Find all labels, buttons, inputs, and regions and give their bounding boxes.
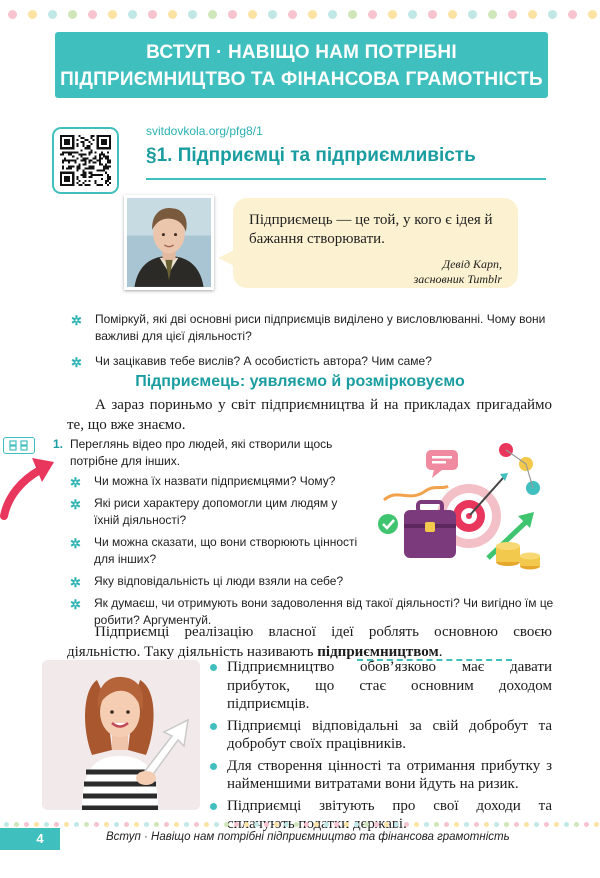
decorative-dot [148,10,157,19]
top-decorative-dots [0,8,600,22]
decorative-dot [48,10,57,19]
task-heading [53,436,373,470]
decorative-dot [408,10,417,19]
decorative-dot [268,10,277,19]
decorative-dot [574,822,579,827]
decorative-dot [128,10,137,19]
decorative-dot [504,822,509,827]
list-item: Підприємництво обов’язково має давати прибуток, що стає основним доходом підприємців. [207,658,552,714]
decorative-dot [334,822,339,827]
decorative-dot [488,10,497,19]
decorative-dot [384,822,389,827]
decorative-dot [594,822,599,827]
decorative-dot [484,822,489,827]
decorative-dot [124,822,129,827]
list-item: ✲ Поміркуй, які дві основні риси підприємців виділено у висловлюванні. Чому вони важливі для цієї діяльності? [71,312,546,343]
decorative-dot [528,10,537,19]
decorative-dot [168,10,177,19]
running-title: Вступ · Навіщо нам потрібні підприємництво та фінансова грамотність [106,831,510,843]
star-bullet-icon: ✲ [70,575,81,590]
decorative-dot [328,10,337,19]
section-divider [146,178,546,180]
decorative-dot [264,822,269,827]
intro-paragraph: А зараз пориньмо у світ підприємництва й на прикладах пригадаймо те, що вже знаємо. [67,397,552,433]
decorative-dot [464,822,469,827]
task-text: Переглянь відео про людей, які створили щось потрібне для інших. [70,437,333,468]
decorative-dot [344,822,349,827]
key-term: підприємництвом [317,644,439,660]
list-item: Для створення цінності та отримання прибутку з найменшими витратами вони йдуть на ризик. [207,757,552,794]
decorative-dot [164,822,169,827]
list-item: ✲ Які риси характеру допомогли цим людям у їхній діяльності? [70,496,338,527]
star-bullet-icon: ✲ [71,355,82,370]
decorative-dot [174,822,179,827]
list-item: ✲ Чи можна їх назвати підприємцями? Чому? [70,474,336,490]
decorative-dot [14,822,19,827]
decorative-dot [314,822,319,827]
list-item: Підприємці відповідальні за свій добробут та добробут своїх працівників. [207,717,552,754]
quote-author-role: засновник Tumblr [413,272,502,286]
chapter-title-line-2: ПІДПРИЄМНИЦТВО ТА ФІНАНСОВА ГРАМОТНІСТЬ [60,69,543,90]
decorative-dot [414,822,419,827]
quote-text: Підприємець — це той, у кого є ідея й бажання створювати. [249,212,493,247]
pink-arrow-icon [0,444,60,522]
decorative-dot [134,822,139,827]
reflection-questions [71,311,551,378]
decorative-dot [204,822,209,827]
presenter-photo [42,660,200,810]
decorative-dot [364,822,369,827]
decorative-dot [84,822,89,827]
decorative-dot [434,822,439,827]
decorative-dot [4,822,9,827]
decorative-dot [308,10,317,19]
decorative-dot [8,10,17,19]
decorative-dot [34,822,39,827]
list-item: ✲ Як думаєш, чи отримують вони задоволення від такої діяльності? Чи вигідно їм це робити? Аргументуй. [70,596,554,627]
star-bullet-icon: ✲ [70,497,81,512]
decorative-dot [304,822,309,827]
chapter-title-line-1: ВСТУП · НАВІЩО НАМ ПОТРІБНІ [146,42,457,63]
decorative-dot [508,10,517,19]
resource-link[interactable]: svitdovkola.org/pfg8/1 [146,124,263,138]
decorative-dot [548,10,557,19]
decorative-dot [588,10,597,19]
decorative-dot [68,10,77,19]
decorative-dot [224,822,229,827]
author-portrait [124,195,214,290]
decorative-dot [274,822,279,827]
decorative-dot [234,822,239,827]
decorative-dot [374,822,379,827]
decorative-dot [194,822,199,827]
decorative-dot [228,10,237,19]
decorative-dot [534,822,539,827]
page-number: 4 [0,828,60,850]
decorative-dot [404,822,409,827]
main-paragraph: Підприємці реалізацію власної ідеї роблять основною своєю діяльністю. Таку діяльність називають підприємництвом. [67,624,552,660]
decorative-dot [184,822,189,827]
chapter-banner [55,32,548,98]
section-title: §1. Підприємці та підприємливість [146,145,476,166]
decorative-dot [108,10,117,19]
decorative-dot [94,822,99,827]
decorative-dot [544,822,549,827]
star-bullet-icon: ✲ [70,475,81,490]
decorative-dot [254,822,259,827]
decorative-dot [44,822,49,827]
decorative-dot [514,822,519,827]
decorative-dot [24,822,29,827]
decorative-dot [474,822,479,827]
star-bullet-icon: ✲ [70,597,81,612]
decorative-dot [88,10,97,19]
list-item: ✲ Чи можна сказати, що вони створюють цінності для інших? [70,535,358,566]
decorative-dot [54,822,59,827]
decorative-dot [348,10,357,19]
decorative-dot [394,822,399,827]
decorative-dot [524,822,529,827]
decorative-dot [444,822,449,827]
decorative-dot [468,10,477,19]
business-illustration [378,440,546,580]
decorative-dot [284,822,289,827]
quote-author-name: Девід Карп, [442,257,502,271]
decorative-dot [214,822,219,827]
decorative-dot [114,822,119,827]
list-item: ✲ Чи зацікавив тебе вислів? А особистість автора? Чим саме? [71,354,432,370]
list-item: ✲ Яку відповідальність ці люди взяли на себе? [70,574,344,590]
decorative-dot [454,822,459,827]
footer-decorative-dots [0,822,600,828]
decorative-dot [104,822,109,827]
star-bullet-icon: ✲ [70,536,81,551]
decorative-dot [74,822,79,827]
decorative-dot [208,10,217,19]
decorative-dot [188,10,197,19]
decorative-dot [144,822,149,827]
decorative-dot [294,822,299,827]
decorative-dot [154,822,159,827]
decorative-dot [428,10,437,19]
decorative-dot [564,822,569,827]
star-bullet-icon: ✲ [71,313,82,328]
list-item: Підприємці звітують про свої доходи та сплачують державі. [207,797,552,834]
quote-author [249,257,502,287]
decorative-dot [324,822,329,827]
decorative-dot [494,822,499,827]
decorative-dot [368,10,377,19]
decorative-dot [248,10,257,19]
decorative-dot [244,822,249,827]
facts-list [207,658,552,837]
decorative-dot [424,822,429,827]
task-number: 1. [53,437,64,451]
decorative-dot [288,10,297,19]
decorative-dot [448,10,457,19]
decorative-dot [388,10,397,19]
decorative-dot [354,822,359,827]
subheading: Підприємець: уявляємо й розмірковуємо [135,373,465,390]
qr-code-icon[interactable] [52,127,119,194]
decorative-dot [64,822,69,827]
decorative-dot [554,822,559,827]
decorative-dot [568,10,577,19]
decorative-dot [584,822,589,827]
decorative-dot [28,10,37,19]
quote-box [233,198,518,288]
